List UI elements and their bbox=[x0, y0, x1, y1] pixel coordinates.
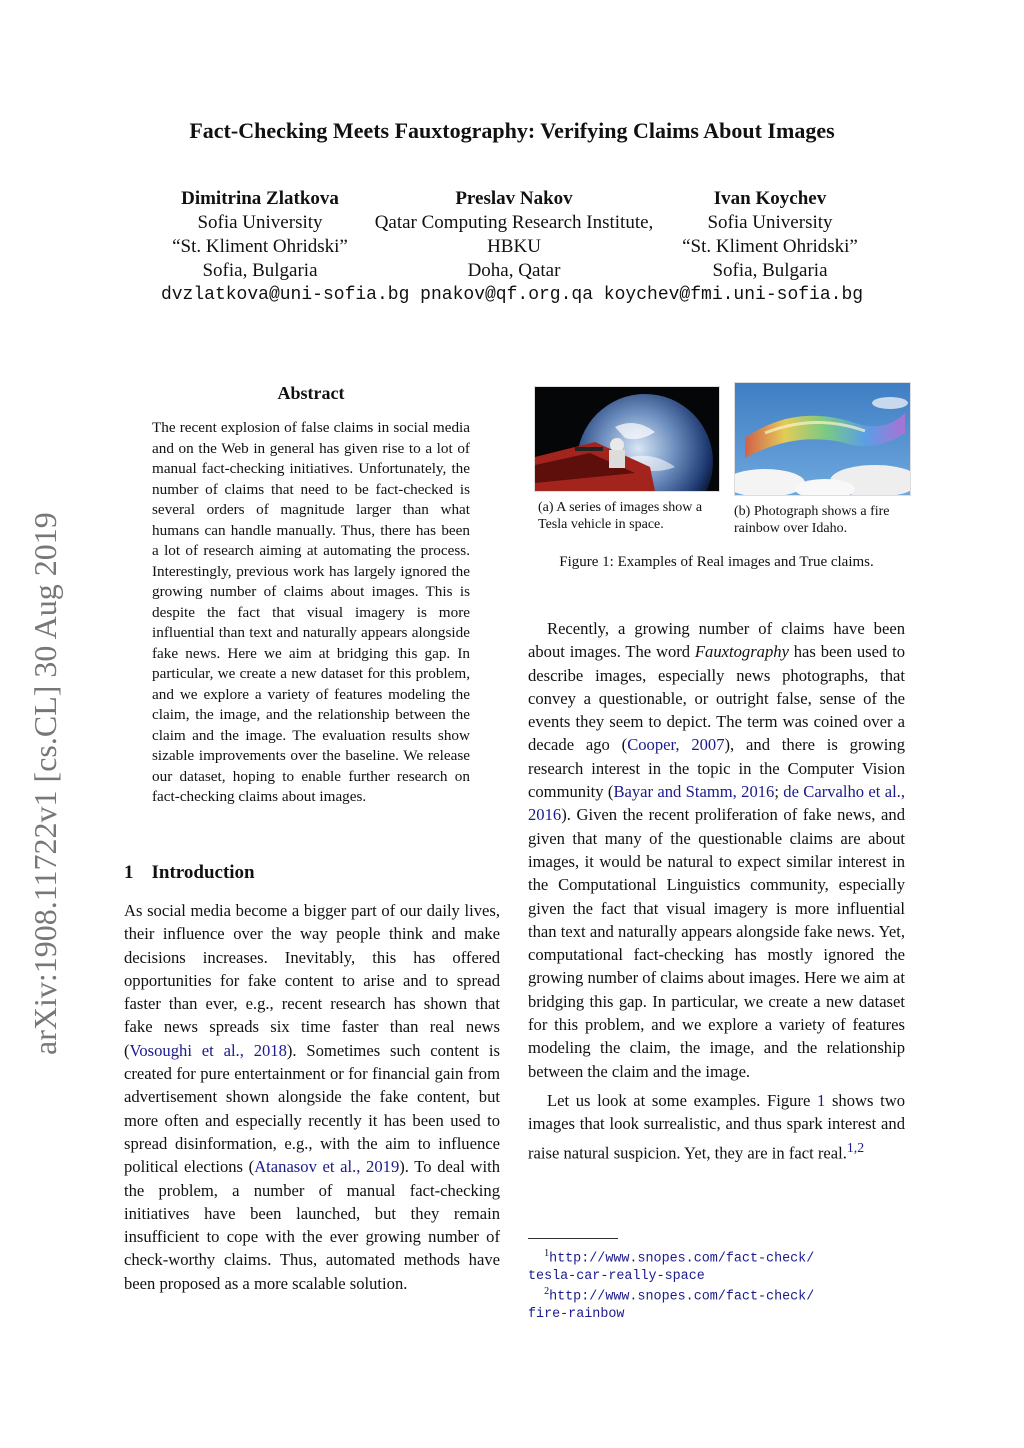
fire-rainbow-image bbox=[734, 382, 911, 496]
arxiv-stamp: arXiv:1908.11722v1 [cs.CL] 30 Aug 2019 bbox=[27, 512, 63, 1055]
author-affiliation: Qatar Computing Research Institute, bbox=[374, 212, 654, 233]
footnote-mark: 2 bbox=[544, 1286, 550, 1297]
author-name: Preslav Nakov bbox=[455, 188, 573, 209]
section-title: Introduction bbox=[151, 862, 255, 883]
paragraph: Let us look at some examples. Figure 1 shows two images that look surrealistic, and thus spark interest and raise natural suspicion. Yet, they are in fact real.$^{1,2}$ bbox=[528, 1090, 906, 1163]
intro-right-column bbox=[528, 617, 905, 1164]
citation-link[interactable]: Vosoughi et al., 2018 bbox=[129, 1040, 287, 1060]
author-block-1 bbox=[130, 187, 390, 283]
footnote-url[interactable]: fire-rainbow bbox=[528, 1307, 625, 1323]
author-block-2 bbox=[354, 187, 674, 283]
citation-link[interactable]: Bayar and Stamm, 2016 bbox=[613, 782, 775, 802]
abstract-heading: Abstract bbox=[277, 383, 345, 403]
paper-title: Fact-Checking Meets Fauxtography: Verifying Claims About Images bbox=[189, 118, 835, 143]
footnote-divider bbox=[528, 1238, 618, 1239]
footnote-url[interactable]: tesla-car-really-space bbox=[528, 1269, 705, 1285]
author-affiliation: “St. Kliment Ohridski” bbox=[172, 236, 348, 257]
intro-left-column bbox=[124, 899, 500, 1295]
author-location: Sofia, Bulgaria bbox=[712, 260, 828, 281]
citation-link[interactable]: Cooper, 2007 bbox=[627, 735, 725, 755]
footnote-1[interactable] bbox=[528, 1245, 908, 1286]
author-name: Ivan Koychev bbox=[713, 188, 827, 209]
author-affiliation: Sofia University bbox=[707, 212, 833, 233]
section-number: 1 bbox=[124, 862, 134, 883]
author-location: Sofia, Bulgaria bbox=[202, 260, 318, 281]
section-heading bbox=[124, 862, 255, 884]
author-emails: dvzlatkova@uni-sofia.bg pnakov@qf.org.qa koychev@fmi.uni-sofia.bg bbox=[160, 285, 864, 305]
figure-caption: Figure 1: Examples of Real images and True claims. bbox=[559, 554, 874, 570]
author-affiliation: Sofia University bbox=[197, 212, 323, 233]
paragraph: As social media become a bigger part of our daily lives, their influence over the way people think and make decisions increases. Inevitably, this has offered opportunities for fake content to arise and to spread faster than ever, e.g., recent research has shown that fake news spreads six time faster than real news (Vosoughi et al., 2018). Sometimes such content is created for pure entertainment or for financial gain from advertisement shown alongside the fake content, but more often and especially recently it has been used to spread disinformation, e.g., with the aim to influence political elections (Atanasov et al., 2019). To deal with the problem, a number of manual fact-checking initiatives have been launched, but they remain insufficient to cope with the ever growing number of check-worthy claims. Thus, automated methods have been proposed as a more scalable solution. bbox=[124, 901, 501, 1293]
citation-link[interactable]: Atanasov et al., 2019 bbox=[254, 1157, 400, 1177]
figure-subcaption-b: (b) Photograph shows a fire rainbow over Idaho. bbox=[734, 504, 890, 536]
footnote-url[interactable]: http://www.snopes.com/fact-check/ bbox=[549, 1289, 815, 1305]
footnote-url[interactable]: http://www.snopes.com/fact-check/ bbox=[549, 1251, 815, 1267]
paragraph: Recently, a growing number of claims have been about images. The word Fauxtography has been used to describe images, especially news photographs, that convey a questionable, or outright false, sense of the events they seem to depict. The term was coined over a decade ago (Cooper, 2007), and there is growing research interest in the topic in the Computer Vision community (Bayar and Stamm, 2016; de Carvalho et al., 2016). Given the recent proliferation of fake news, and given that many of the questionable claims are about images, it would be natural to expect similar interest in the Computational Linguistics community, especially given the fact that visual imagery is more influential than text and naturally appears alongside fake news. Yet, computational fact-checking has mostly ignored the growing number of claims about images. Here we aim at bridging this gap. In particular, we create a new dataset for this problem, and we explore a variety of features modeling the claim, the image, and the relationship between the claim and the image. bbox=[528, 619, 905, 1081]
author-name: Dimitrina Zlatkova bbox=[181, 188, 339, 209]
abstract-text: The recent explosion of false claims in social media and on the Web in general has given rise to a lot of manual fact-checking initiatives. Unfortunately, the number of claims that need to be fact-checked is several orders of magnitude larger than what humans can handle manually. Thus, there has been a lot of research aiming at automating the process. Interestingly, previous work has largely ignored the growing number of claims about images. This is despite the fact that visual imagery is more influential than text and naturally appears alongside fake news. Here we aim at bridging this gap. In particular, we create a new dataset for this problem, and we explore a variety of features modeling the claim, the image, and the relationship between the claim and the image. The evaluation results show sizable improvements over the baseline. We release our dataset, hoping to enable further research on fact-checking claims about images. bbox=[152, 419, 470, 805]
figure-subcaption-a: (a) A series of images show a Tesla vehicle in space. bbox=[538, 500, 703, 532]
footnote-reference[interactable]: 1,2 bbox=[846, 1139, 865, 1155]
footnote-mark: 1 bbox=[544, 1248, 550, 1259]
footnote-2[interactable] bbox=[528, 1283, 908, 1324]
author-location: Doha, Qatar bbox=[467, 260, 561, 281]
author-affiliation: HBKU bbox=[487, 236, 541, 257]
figure-reference-link[interactable]: 1 bbox=[817, 1090, 826, 1110]
citation-link[interactable]: de Carvalho et al., 2016 bbox=[528, 782, 905, 825]
tesla-in-space-image bbox=[534, 386, 720, 492]
author-affiliation: “St. Kliment Ohridski” bbox=[682, 236, 858, 257]
author-block-3 bbox=[640, 187, 900, 283]
